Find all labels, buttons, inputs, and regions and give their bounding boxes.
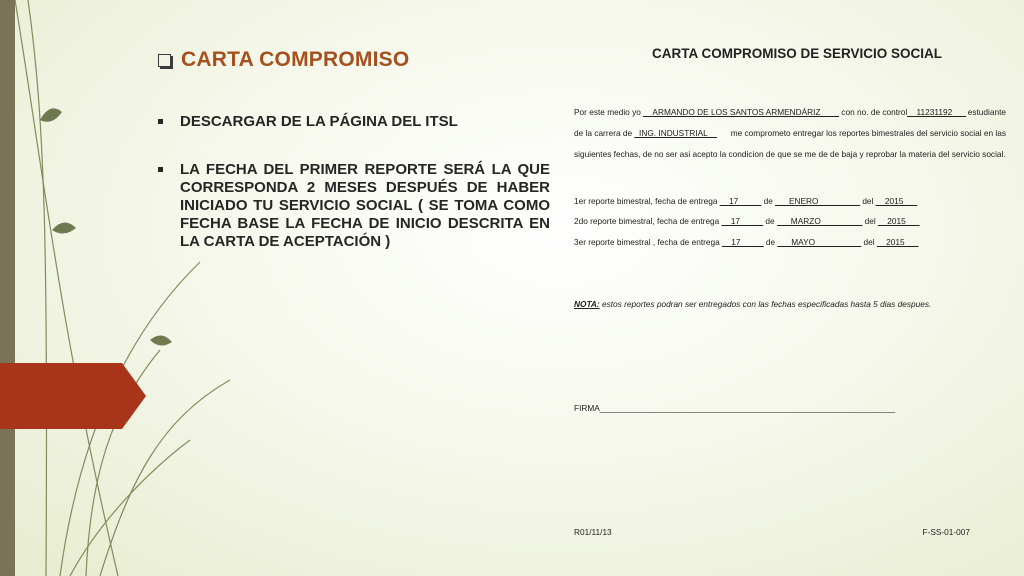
note-line (574, 299, 931, 309)
bullet-item-download: DESCARGAR DE LA PÁGINA DEL ITSL (158, 113, 550, 131)
student-name: __ARMANDO DE LOS SANTOS ARMENDÁRIZ____ (643, 107, 839, 117)
form-code: F-SS-01-007 (922, 527, 970, 537)
report-line-1: 1er reporte bimestral, fecha de entrega __17_____ de ___ENERO_________ del __2015___ (574, 196, 918, 206)
bullet-list (158, 113, 550, 251)
report-line-2: 2do reporte bimestral, fecha de entrega __17_____ de ___MARZO_________ del __2015___ (574, 216, 920, 226)
paragraph-line-2: de la carrera de _ING. INDUSTRIAL__ me comprometo entregar los reportes bimestrales del servicio social en las (574, 128, 1006, 138)
checkbox-bullet-icon (158, 54, 171, 67)
square-bullet-icon (158, 167, 163, 172)
note-text: estos reportes podran ser entregados con las fechas especificadas hasta 5 dias despues. (599, 299, 932, 309)
paragraph-line-1: Por este medio yo __ARMANDO DE LOS SANTOS ARMENDÁRIZ____ con no. de control__11231192___ estudiante (574, 107, 1006, 117)
left-accent-bar (0, 0, 15, 576)
commitment-paragraph (574, 102, 1006, 165)
bullet-item-first-report: LA FECHA DEL PRIMER REPORTE SERÁ LA QUE CORRESPONDA 2 MESES DESPUÉS DE HABER INICIADO TU SERVICIO SOCIAL ( SE TOMA COMO FECHA BASE LA FECHA DE INICIO DESCRITA EN LA CARTA DE ACEPTACIÓN ) (158, 161, 550, 251)
decorative-red-tab (0, 363, 146, 429)
paragraph-line-3: siguientes fechas, de no ser asi acepto la condicion de que se me de de baja y reprobar la materia del servicio social. (574, 149, 1006, 159)
career-name: _ING. INDUSTRIAL__ (634, 128, 717, 138)
document-title: CARTA COMPROMISO DE SERVICIO SOCIAL (652, 46, 943, 61)
note-label: NOTA: (574, 299, 600, 309)
slide-title-text: CARTA COMPROMISO (181, 48, 410, 71)
report-line-3: 3er reporte bimestral , fecha de entrega __17_____ de ___MAYO__________ del __2015___ (574, 237, 919, 247)
signature-line: FIRMA________________________________________________________________ (574, 403, 896, 413)
slide-title (158, 48, 409, 72)
control-number: __11231192___ (907, 107, 967, 117)
revision-date: R01/11/13 (574, 527, 612, 537)
square-bullet-icon (158, 119, 163, 124)
